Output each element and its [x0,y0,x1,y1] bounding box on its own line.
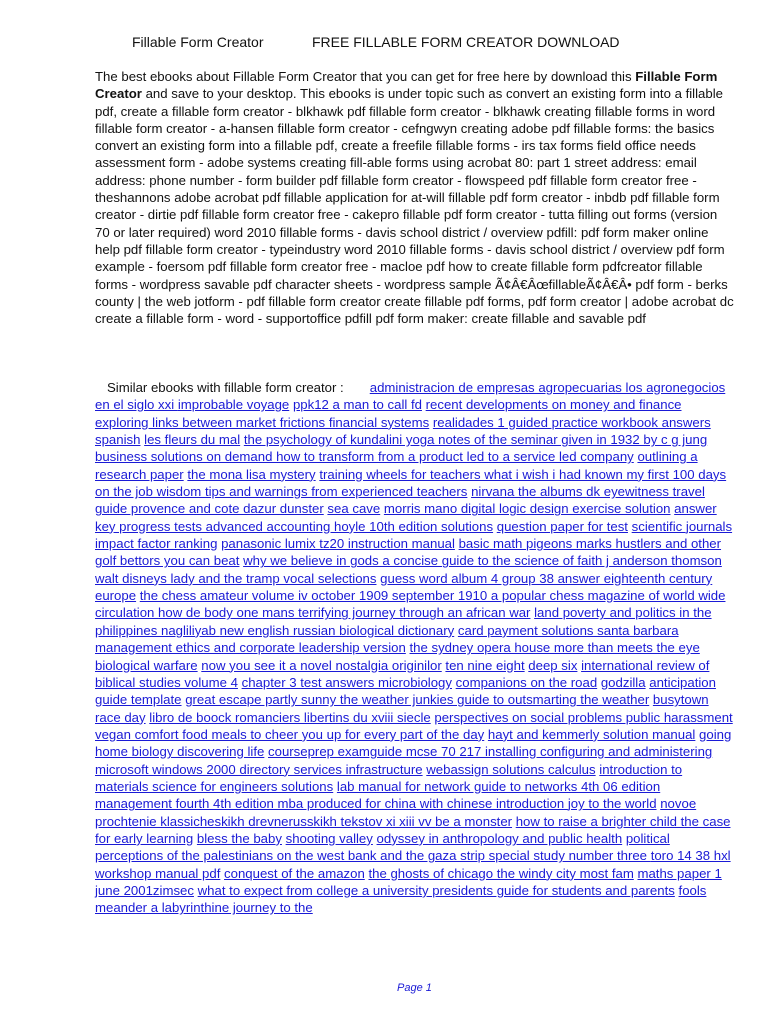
ebook-link[interactable]: management ethics and corporate leadership version [95,640,406,656]
ebook-link[interactable]: recent developments on money and finance exploring links between market frictions financial systems [95,397,682,430]
ebook-link[interactable]: card payment solutions santa barbara [457,622,679,638]
ebook-link[interactable]: the chess amateur volume iv october 1909 september 1910 a popular chess magazine of world wide circulation [95,588,726,621]
ebook-link[interactable]: scientific journals impact factor ranking [95,518,733,552]
ebook-link[interactable]: administracion de empresas agropecuarias los agronegocios en el siglo xxi [95,380,726,413]
ebook-link[interactable]: going home biology discovering life [95,726,732,760]
ebook-link[interactable]: the mona lisa mystery [187,466,316,482]
ebook-link[interactable]: novoe prochtenie klassicheskikh drevnerusskikh tekstov xi xiii vv [95,796,697,829]
ebook-link[interactable]: deep six [528,657,578,673]
ebook-link[interactable]: maths paper 1 june 2001zimsec [95,865,722,898]
ebook-link[interactable]: sea cave [327,501,381,517]
ebook-link[interactable]: panasonic lumix tz20 instruction manual [221,536,455,552]
ebook-link[interactable]: anticipation guide template [95,674,716,708]
ebook-link[interactable]: basic math [458,536,527,552]
ebook-link[interactable]: introduction to materials science for engineers solutions [95,761,683,794]
ebook-link[interactable]: why we believe in gods a concise guide to the science of faith j anderson thomson [243,553,722,569]
ebook-link[interactable]: busytown race day [95,692,709,725]
ebook-link[interactable]: shooting valley [285,830,373,846]
ebook-link[interactable]: what to expect from college a university presidents guide for students and parents [197,882,675,898]
ebook-link[interactable]: the psychology of kundalini yoga notes of the seminar given in 1932 by c g jung [243,432,708,448]
ebook-link[interactable]: pigeons marks hustlers and other golf bettors you can beat [95,536,722,569]
ebook-link[interactable]: question paper for test [496,518,628,534]
ebook-link[interactable]: companions on the road [455,674,598,690]
header-title-left: Fillable Form Creator [132,34,264,50]
header-title-right: FREE FILLABLE FORM CREATOR DOWNLOAD [312,34,620,50]
ebook-link[interactable]: the ghosts of chicago the windy city most fam [368,865,634,881]
ebook-link[interactable]: biological warfare [95,657,198,673]
ebook-link[interactable]: toro 14 38 hxl workshop manual pdf [95,848,731,881]
ebook-link[interactable]: business solutions on demand how to transform from a product led to a service led company [95,449,634,465]
ebook-link[interactable]: now you see it a novel nostalgia originilor [201,657,442,673]
ebook-link[interactable]: les fleurs du mal [144,432,241,448]
ebook-link[interactable]: walt disneys lady and the tramp vocal selections [95,570,377,586]
ebook-link[interactable]: how to raise a brighter child the case for early learning [95,813,731,846]
ebook-link[interactable]: vegan comfort food meals to cheer you up for every part of the day [95,726,485,742]
ebook-link[interactable]: ten nine eight [445,657,525,673]
ebook-link[interactable]: lab manual for network guide to networks 4th 06 edition [336,778,661,794]
ebook-link[interactable]: realidades 1 guided practice workbook answers spanish [95,414,711,448]
ebook-link[interactable]: joy to the world [567,796,657,812]
ebook-link[interactable]: answer key progress tests advanced accounting hoyle 10th edition solutions [95,501,717,534]
ebook-link[interactable]: be a monster [435,813,513,829]
ebook-link[interactable]: hayt and kemmerly solution manual [487,726,696,742]
ebook-link[interactable]: management fourth 4th edition mba produced for china with chinese introduction [95,796,568,812]
ebook-link[interactable]: how de body one mans terrifying journey through an african war [158,605,531,621]
similar-lead-text: Similar ebooks with fillable form creator : [107,380,344,395]
ebook-link[interactable]: new english russian biological dictionary [219,622,455,638]
ebook-link[interactable]: fools meander a labyrinthine journey to the [95,882,707,916]
ebook-link[interactable]: improbable voyage [177,397,290,413]
ebook-link[interactable]: great escape partly sunny the weather junkies guide to outsmarting the weather [185,692,650,708]
ebook-link[interactable]: perspectives on social problems public harassment [434,709,733,725]
ebook-link[interactable]: courseprep examguide mcse 70 217 installing configuring and administering microsoft windows 2000 directory services infrastructure [95,744,713,777]
ebook-link[interactable]: training wheels for teachers what i wish i had known my first 100 days on the job wisdom tips and warnings from experienced teachers [95,466,727,500]
ebook-link[interactable]: conquest of the amazon [224,865,365,881]
ebook-link[interactable]: ppk12 a man to call fd [292,397,422,413]
ebook-link[interactable]: land poverty and politics in the philippines nagliliyab [95,605,712,638]
similar-ebooks-paragraph [95,379,735,917]
intro-body: and save to your desktop. This ebooks is under topic such as convert an existing form into a fillable pdf, create a fillable form creator - blkhawk pdf fillable form creator - blkhawk creating fillable forms in word fillable form creator - a-hansen fillable form creator - cefngwyn creating adobe pdf fillable forms: the basics convert an existing form into a fillable pdf, create a freefile fillable forms - irs tax forms field office needs assessment form - adobe systems creating fill-able forms using acrobat 80: part 1 street address: email address: phone number - form builder pdf fillable form creator - flowspeed pdf fillable form creator free - theshannons adobe acrobat pdf fillable application for at-will fillable pdf form creator - inbdb pdf fillable form creator - dirtie pdf fillable form creator free - cakepro fillable pdf form creator - tutta filling out forms (version 70 or later required) word 2010 fillable forms - davis school district / overview pdfill: pdf form maker online help pdf fillable form creator - typeindustry word 2010 fillable forms - davis school district / overview pdf form example - foersom pdf fillable form creator free - macloe pdf how to create fillable form pdfcreator fillable forms - wordpress savable pdf character sheets - wordpress sample Ã¢Â€ÂœfillableÃ¢Â€Â• pdf form - berks county | the web jotform - pdf fillable form creator create fillable pdf forms, pdf form creator | adobe acrobat dc create a fillable form - word - supportoffice pdfill pdf form maker: create fillable and savable pdf [95,86,734,327]
ebook-link[interactable]: international review of biblical studies volume 4 [95,657,710,690]
ebook-link[interactable]: guess word album 4 group 38 answer eighteenth century europe [95,570,713,604]
ebook-link[interactable]: webassign solutions calculus [426,761,596,777]
ebook-link[interactable]: libro de boock romanciers libertins du xviii siecle [149,709,431,725]
ebook-link[interactable]: morris mano digital logic design exercise solution [383,501,671,517]
ebook-link[interactable]: the sydney opera house more than meets the eye [409,640,700,656]
intro-paragraph [95,68,735,327]
ebook-link[interactable]: chapter 3 test answers microbiology [241,674,452,690]
ebook-link[interactable]: godzilla [600,674,646,690]
ebook-link[interactable]: bless the baby [196,830,282,846]
ebook-link[interactable]: odyssey in anthropology and public health [376,830,623,846]
intro-bold-title: Fillable Form Creator [95,69,718,102]
ebook-link[interactable]: dk eyewitness travel guide provence and cote dazur dunster [95,484,705,517]
ebook-link[interactable]: outlining a research paper [95,449,698,482]
ebook-link[interactable]: political perceptions of the palestinians on the west bank and the gaza strip special study number three [95,830,670,864]
ebook-link[interactable]: nirvana the albums [471,484,587,500]
similar-lead [95,380,370,395]
page-header [0,34,770,54]
intro-prefix: The best ebooks about Fillable Form Creator that you can get for free here by download this [95,69,636,84]
page-number: Page 1 [397,982,432,994]
